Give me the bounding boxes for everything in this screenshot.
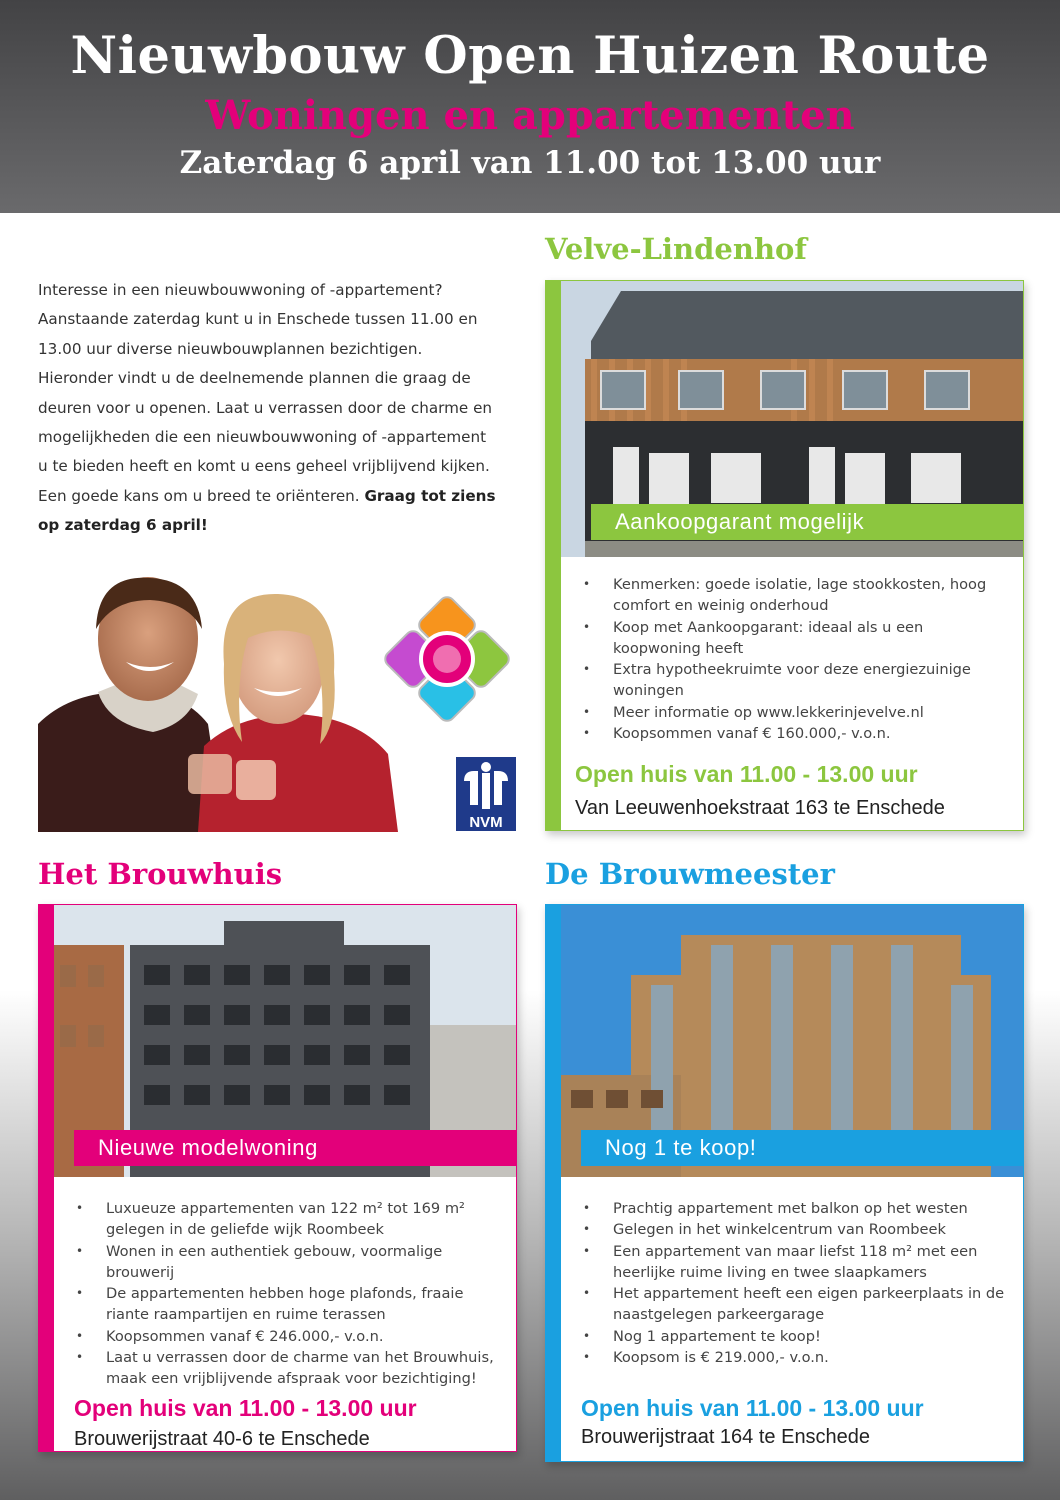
list-item: • Koopsommen vanaf € 160.000,- v.o.n.: [575, 723, 1005, 744]
velve-title: Velve-Lindenhof: [545, 232, 807, 266]
velve-address: Van Leeuwenhoekstraat 163 te Enschede: [575, 797, 945, 819]
nvm-logo: [456, 757, 516, 831]
velve-ribbon: Aankoopgarant mogelijk: [591, 504, 1024, 540]
brouwhuis-card: [38, 904, 517, 1452]
list-item: • Laat u verrassen door de charme van het Brouwhuis, maak een vrijblijvende afspraak voor bezichtiging!: [68, 1347, 498, 1390]
event-date: Zaterdag 6 april van 11.00 tot 13.00 uur: [179, 145, 881, 181]
list-item: • Een appartement van maar liefst 118 m² met een heerlijke ruime living en twee slaapkamers: [575, 1241, 1005, 1284]
brouwmeester-card: [545, 904, 1024, 1462]
header-banner: [0, 0, 1060, 213]
brouwhuis-title: Het Brouwhuis: [38, 857, 283, 891]
list-item: • De appartementen hebben hoge plafonds, fraaie riante raampartijen en ruime terassen: [68, 1283, 498, 1326]
list-item: • Gelegen in het winkelcentrum van Roombeek: [575, 1219, 1005, 1240]
route-logo: [376, 588, 518, 730]
list-item: • Kenmerken: goede isolatie, lage stookkosten, hoog comfort en weinig onderhoud: [575, 574, 1005, 617]
list-item: • Extra hypotheekruimte voor deze energiezuinige woningen: [575, 659, 1005, 702]
list-item: • Koopsommen vanaf € 246.000,- v.o.n.: [68, 1326, 498, 1347]
brouwmeester-address: Brouwerijstraat 164 te Enschede: [581, 1426, 871, 1448]
intro-text: Interesse in een nieuwbouwwoning of -appartement? Aanstaande zaterdag kunt u in Enschede tussen 11.00 en 13.00 uur diverse nieuwbouwplannen bezichtigen. Hieronder vindt u de deelnemende plannen die graag de deuren voor u openen. Laat u verrassen door de charme en mogelijkheden die een nieuwbouwwoning of -appartement u te bieden heeft en komt u eens geheel vrijblijvend kijken. Een goede kans om u breed te oriënteren.: [38, 281, 493, 505]
list-item: • Wonen in een authentiek gebouw, voormalige brouwerij: [68, 1241, 498, 1284]
brouwhuis-address: Brouwerijstraat 40-6 te Enschede: [74, 1428, 370, 1450]
velve-open-huis: Open huis van 11.00 - 13.00 uur: [575, 761, 918, 787]
list-item: • Nog 1 appartement te koop!: [575, 1326, 1005, 1347]
list-item: • Koopsom is € 219.000,- v.o.n.: [575, 1347, 1005, 1368]
list-item: • Luxueuze appartementen van 122 m² tot 169 m² gelegen in de geliefde wijk Roombeek: [68, 1198, 498, 1241]
list-item: • Prachtig appartement met balkon op het westen: [575, 1198, 1005, 1219]
nvm-text: NVM: [469, 814, 503, 831]
page-subtitle: Woningen en appartementen: [205, 92, 855, 139]
velve-bullets: [575, 574, 1005, 744]
intro-highlight: Graag tot ziens op zaterdag 6 april!: [38, 486, 496, 535]
list-item: • Meer informatie op www.lekkerinjevelve.nl: [575, 702, 1005, 723]
brouwmeester-ribbon: Nog 1 te koop!: [581, 1130, 1024, 1166]
brouwhuis-bullets: [68, 1198, 498, 1390]
brouwmeester-open-huis: Open huis van 11.00 - 13.00 uur: [581, 1395, 924, 1421]
list-item: • Het appartement heeft een eigen parkeerplaats in de naastgelegen parkeergarage: [575, 1283, 1005, 1326]
brouwhuis-ribbon: Nieuwe modelwoning: [74, 1130, 517, 1166]
list-item: • Koop met Aankoopgarant: ideaal als u een koopwoning heeft: [575, 617, 1005, 660]
brouwmeester-bullets: [575, 1198, 1005, 1368]
couple-photo: [38, 574, 426, 832]
velve-card: [545, 280, 1024, 831]
brouwhuis-open-huis: Open huis van 11.00 - 13.00 uur: [74, 1395, 417, 1421]
page-title: Nieuwbouw Open Huizen Route: [70, 26, 990, 86]
brouwmeester-title: De Brouwmeester: [545, 857, 835, 891]
intro-paragraph: [38, 276, 500, 541]
